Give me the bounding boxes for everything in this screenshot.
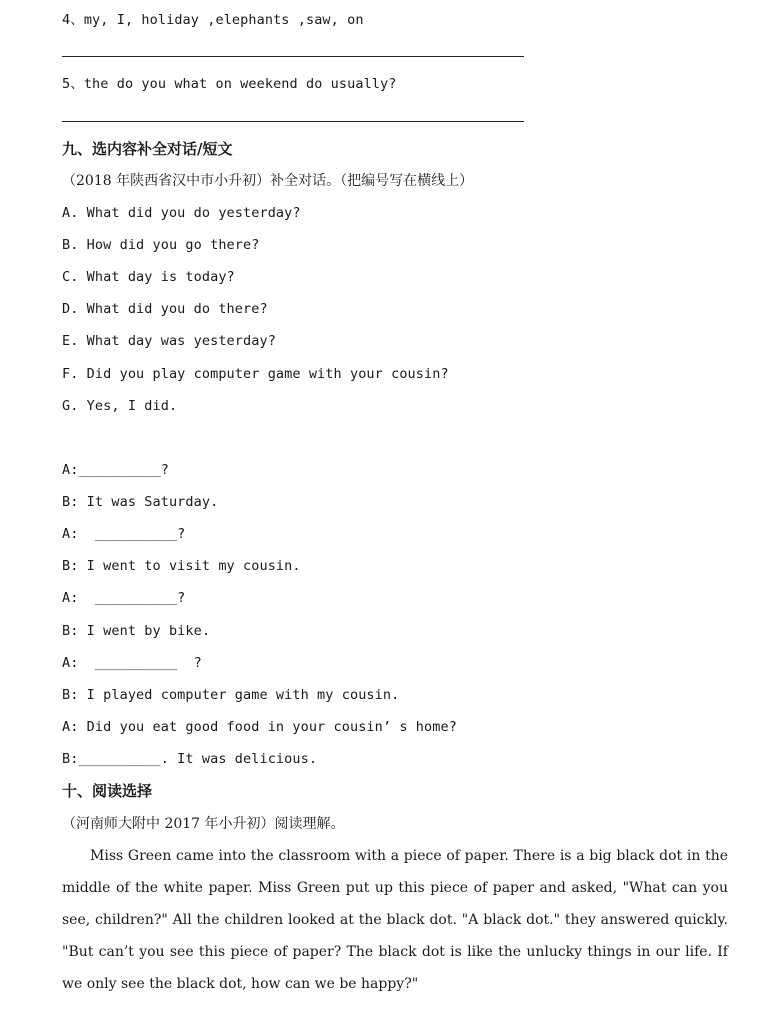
dialogue-line-5: A: __________? bbox=[62, 590, 186, 606]
answer-line-5 bbox=[62, 121, 524, 122]
question-5-words: 5、the do you what on weekend do usually? bbox=[62, 76, 397, 92]
dialogue-line-7: A: __________ ? bbox=[62, 655, 202, 671]
section-9-heading: 九、选内容补全对话/短文 bbox=[62, 140, 233, 158]
reading-passage-text: Miss Green came into the classroom with a piece of paper. There is a big black dot in the middle of the white paper. Miss Green put up this piece of paper and asked, "What can you see, children?" All the children looked at the black dot. "A black dot." they answered quickly. "But can’t you see this piece of paper? The black dot is like the unlucky things in our life. If we only see the black dot, how can we be happy?" bbox=[62, 848, 728, 992]
dialogue-line-8: B: I played computer game with my cousin. bbox=[62, 687, 400, 703]
option-c: C. What day is today? bbox=[62, 269, 235, 285]
option-d: D. What did you do there? bbox=[62, 301, 268, 317]
option-e: E. What day was yesterday? bbox=[62, 333, 276, 349]
question-4-words: 4、my, I, holiday ,elephants ,saw, on bbox=[62, 12, 364, 28]
answer-line-4 bbox=[62, 56, 524, 57]
reading-passage bbox=[62, 840, 728, 1000]
dialogue-line-4: B: I went to visit my cousin. bbox=[62, 558, 301, 574]
option-b: B. How did you go there? bbox=[62, 237, 260, 253]
option-a: A. What did you do yesterday? bbox=[62, 205, 301, 221]
dialogue-line-1: A:__________? bbox=[62, 462, 169, 478]
dialogue-line-3: A: __________? bbox=[62, 526, 186, 542]
section-9-source: （2018 年陕西省汉中市小升初）补全对话。（把编号写在横线上） bbox=[62, 173, 474, 189]
dialogue-line-9: A: Did you eat good food in your cousin’ s home? bbox=[62, 719, 457, 735]
dialogue-line-6: B: I went by bike. bbox=[62, 623, 211, 639]
section-10-source: （河南师大附中 2017 年小升初）阅读理解。 bbox=[62, 816, 345, 832]
option-f: F. Did you play computer game with your cousin? bbox=[62, 366, 449, 382]
dialogue-line-10: B:__________. It was delicious. bbox=[62, 751, 318, 767]
option-g: G. Yes, I did. bbox=[62, 398, 178, 414]
section-10-heading: 十、阅读选择 bbox=[62, 782, 153, 800]
dialogue-line-2: B: It was Saturday. bbox=[62, 494, 219, 510]
